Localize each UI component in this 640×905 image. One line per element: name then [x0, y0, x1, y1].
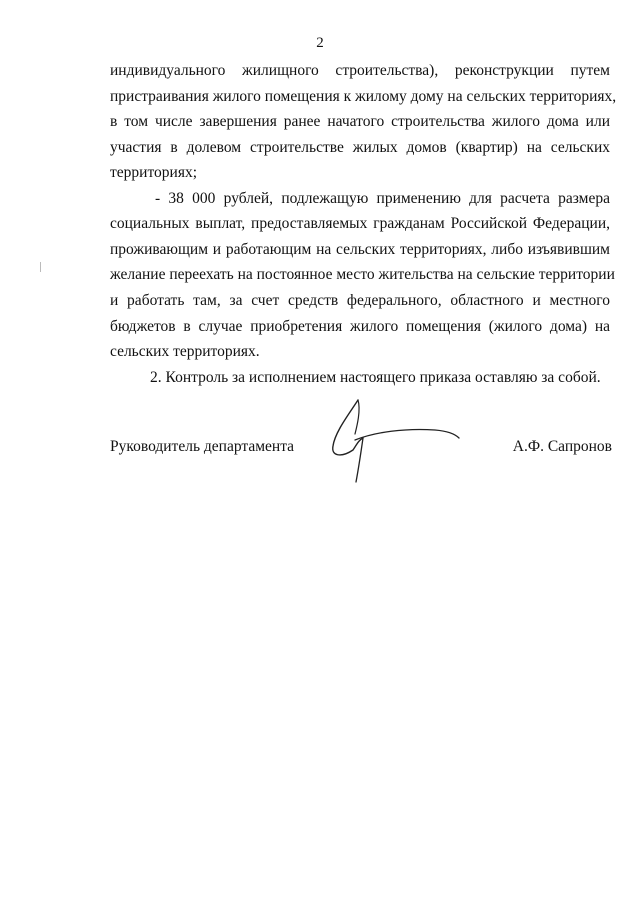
handwritten-signature: [325, 396, 465, 496]
text-line: и работать там, за счет средств федерального, областного и местного: [110, 292, 610, 309]
text-line: индивидуального жилищного строительства), реконструкции путем: [110, 62, 610, 79]
scan-artifact: [40, 262, 41, 272]
text-line: желание переехать на постоянное место жительства на сельские территории: [110, 266, 615, 283]
text-line: сельских территориях.: [110, 343, 260, 360]
signatory-name: А.Ф. Сапронов: [512, 438, 612, 455]
text-line: территориях;: [110, 164, 197, 181]
text-line: в том числе завершения ранее начатого строительства жилого дома или: [110, 113, 610, 130]
text-line: пристраивания жилого помещения к жилому дому на сельских территориях,: [110, 88, 617, 105]
signatory-title: Руководитель департамента: [110, 438, 295, 455]
text-line: 2. Контроль за исполнением настоящего приказа оставляю за собой.: [150, 369, 601, 386]
page-number: 2: [316, 35, 324, 51]
text-line: - 38 000 рублей, подлежащую применению для расчета размера: [155, 190, 610, 207]
text-line: проживающим и работающим на сельских территориях, либо изъявившим: [110, 241, 610, 258]
text-line: социальных выплат, предоставляемых гражданам Российской Федерации,: [110, 215, 610, 232]
text-line: участия в долевом строительстве жилых домов (квартир) на сельских: [110, 139, 610, 156]
text-line: бюджетов в случае приобретения жилого помещения (жилого дома) на: [110, 318, 610, 335]
